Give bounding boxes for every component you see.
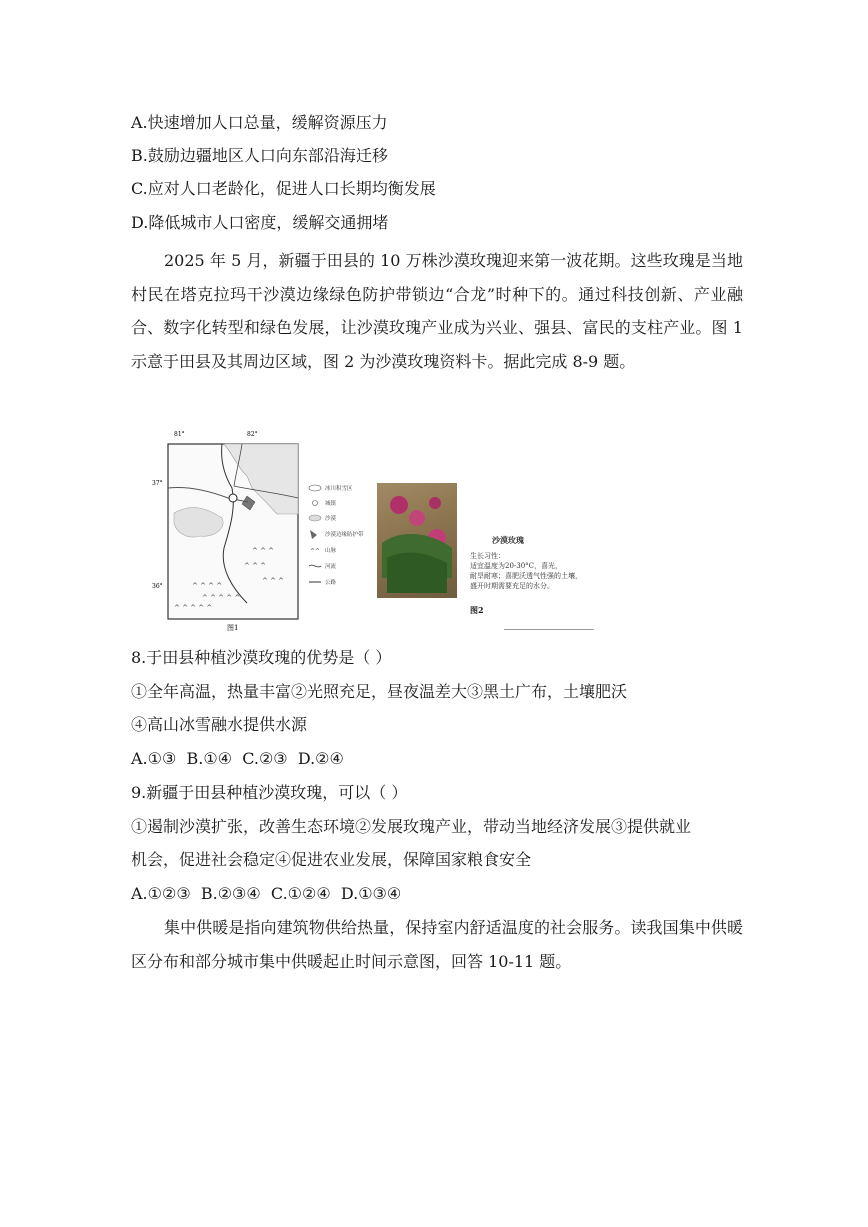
card-text — [470, 551, 585, 591]
intro-paragraph-8-9: 2025 年 5 月，新疆于田县的 10 万株沙漠玫瑰迎来第一波花期。这些玫瑰是当地村民在塔克拉玛干沙漠边缘绿色防护带锁边“合龙”时种下的。通过科技创新、产业融合、数字化转型和绿色发展，让沙漠玫瑰产业成为兴业、强县、富民的支柱产业。图 1 示意于田县及其周边区域，图 2 为沙漠玫瑰资料卡。据此完成 8-9 题。 — [131, 251, 743, 371]
svg-text:^ ^ ^: ^ ^ ^ — [252, 547, 275, 555]
option-b: B.鼓励边疆地区人口向东部沿海迁移 — [131, 146, 388, 165]
option-c: C.应对人口老龄化，促进人口长期均衡发展 — [131, 179, 436, 198]
town-marker — [229, 494, 237, 502]
card-line: 适宜温度为20-30°C，喜光， — [470, 562, 563, 570]
card-caption: 图2 — [470, 605, 484, 615]
map-legend — [309, 484, 364, 586]
svg-text:^ ^ ^: ^ ^ ^ — [244, 562, 267, 570]
intro-paragraph-10-11: 集中供暖是指向建筑物供给热量，保持室内舒适温度的社会服务。读我国集中供暖区分布和部分城市集中供暖起止时间示意图，回答 10-11 题。 — [131, 918, 743, 971]
svg-text:^ ^ ^ ^ ^: ^ ^ ^ ^ ^ — [202, 594, 241, 602]
legend-label: 山脉 — [325, 548, 337, 554]
lon-label-1: 81° — [174, 431, 185, 438]
lat-label-2: 36° — [152, 583, 163, 590]
question-9-stem: 9.新疆于田县种植沙漠玫瑰，可以（ ） — [131, 783, 408, 802]
svg-text:^ ^ ^ ^: ^ ^ ^ ^ — [192, 582, 223, 590]
question-8-line-2: ④高山冰雪融水提供水源 — [131, 715, 308, 734]
rose-photo — [377, 483, 457, 598]
card-line: 盛开时期需要充足的水分。 — [470, 582, 554, 590]
option-a: A.快速增加人口总量，缓解资源压力 — [131, 113, 388, 132]
legend-label: 公路 — [325, 580, 337, 586]
card-line: 耐旱耐寒；喜肥沃透气性强的土壤， — [470, 572, 582, 580]
question-9-line-1: ①遏制沙漠扩张，改善生态环境②发展玫瑰产业，带动当地经济发展③提供就业 — [131, 817, 692, 836]
question-8-stem: 8.于田县种植沙漠玫瑰的优势是（ ） — [131, 648, 392, 667]
map-caption: 图1 — [227, 624, 239, 632]
map-figure-1 — [152, 428, 377, 633]
svg-text:^ ^ ^ ^ ^: ^ ^ ^ ^ ^ — [174, 604, 213, 612]
card-title: 沙漠玫瑰 — [492, 535, 524, 545]
lon-label-2: 82° — [247, 431, 258, 438]
question-9-line-2: 机会，促进社会稳定④促进农业发展，保障国家粮食安全 — [131, 850, 532, 869]
legend-label: 城镇 — [325, 501, 337, 507]
figure-group — [152, 428, 592, 633]
svg-text:^^: ^^ — [310, 548, 321, 555]
question-9-options: A.①②③ B.②③④ C.①②④ D.①③④ — [131, 884, 402, 903]
card-line: 生长习性： — [470, 552, 505, 560]
legend-label: 河流 — [325, 564, 337, 570]
legend-label: 冰川积雪区 — [325, 486, 353, 492]
legend-label: 沙漠 — [325, 516, 337, 522]
question-8-options: A.①③ B.①④ C.②③ D.②④ — [131, 749, 344, 768]
svg-text:^ ^ ^: ^ ^ ^ — [262, 577, 285, 585]
legend-label: 沙漠边缘防护带 — [325, 532, 364, 538]
card-rule — [504, 629, 594, 630]
question-8-line-1: ①全年高温，热量丰富②光照充足，昼夜温差大③黑土广布，土壤肥沃 — [131, 682, 628, 701]
rose-info-card — [457, 483, 587, 598]
option-d: D.降低城市人口密度，缓解交通拥堵 — [131, 213, 389, 232]
lat-label-1: 37° — [152, 480, 163, 487]
